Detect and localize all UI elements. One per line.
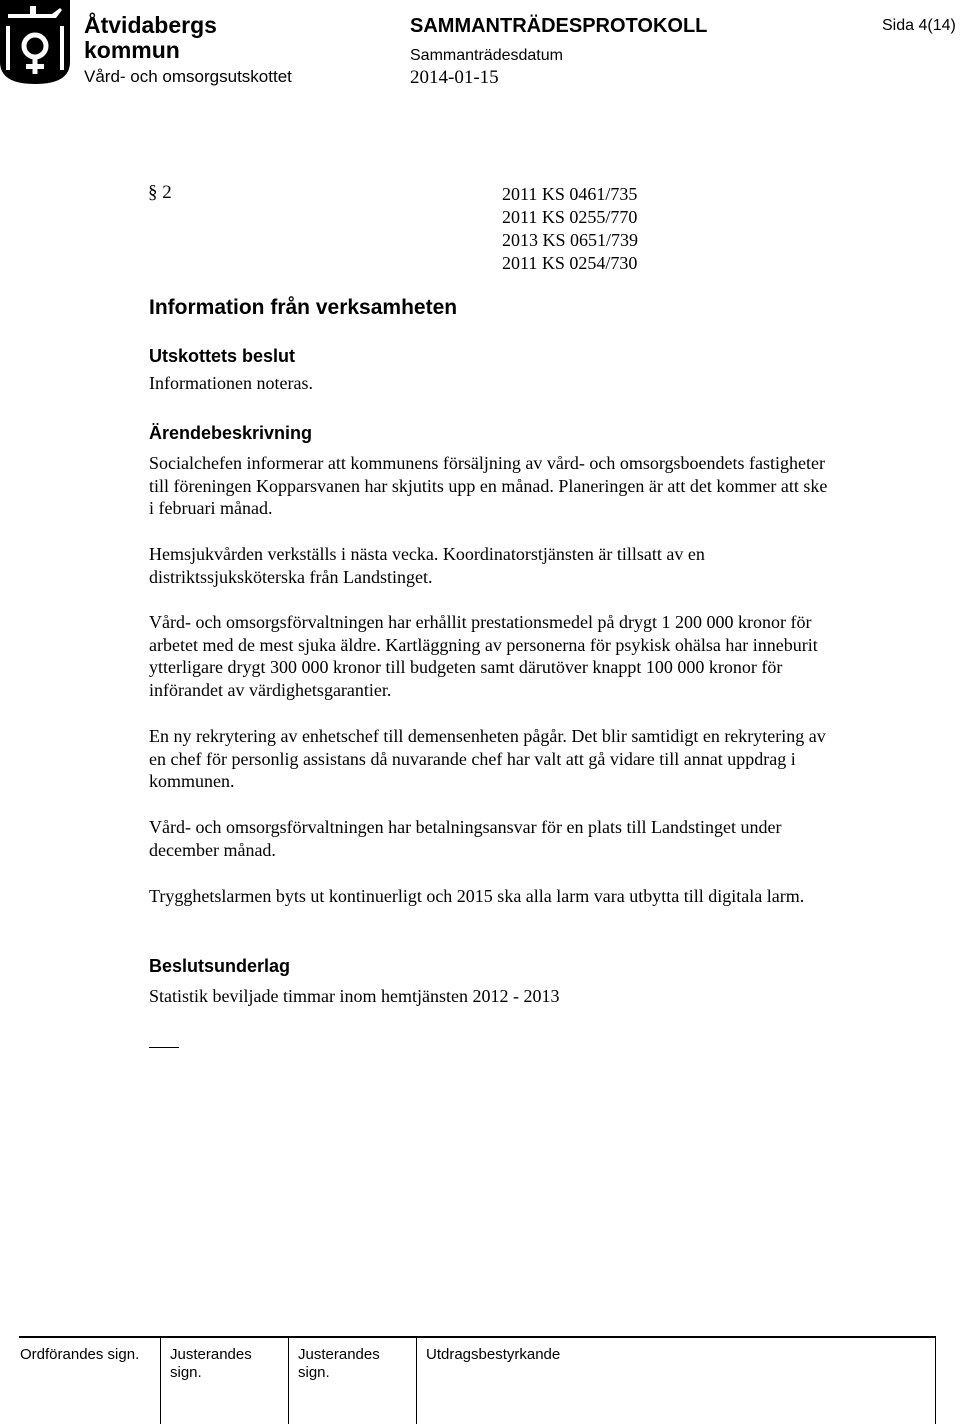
org-unit: Vård- och omsorgsutskottet	[84, 67, 292, 86]
adjuster-signature-field: Justerandes	[298, 1346, 380, 1363]
basis-heading: Beslutsunderlag	[149, 956, 291, 976]
org-name: Åtvidabergs	[84, 12, 217, 38]
case-reference: 2013 KS 0651/739	[502, 230, 639, 250]
case-reference: 2011 KS 0461/735	[502, 184, 638, 204]
decision-heading: Utskottets beslut	[149, 346, 296, 366]
footer-divider	[935, 1336, 936, 1424]
paragraph-number: § 2	[148, 182, 172, 203]
description-paragraph: Socialchefen informerar att kommunens försäljning av vård- och omsorgsboendets fastigheter till föreningen Kopparsvanen har skjutits upp en månad. Planeringen är att det kommer att ske i februari månad.	[149, 453, 828, 519]
case-reference: 2011 KS 0255/770	[502, 207, 638, 227]
description-heading: Ärendebeskrivning	[149, 423, 313, 443]
footer-rule	[19, 1336, 935, 1338]
description-paragraph: Hemsjukvården verkställs i nästa vecka. Koordinatorstjänsten är tillsatt av en distriktssjuksköterska från Landstinget.	[149, 544, 705, 587]
decision-text: Informationen noteras.	[149, 373, 313, 393]
description-paragraph: Trygghetslarmen byts ut kontinuerligt och 2015 ska alla larm vara utbytta till digitala larm.	[149, 886, 805, 906]
coat-of-arms-icon	[0, 0, 70, 84]
org-name-suffix: kommun	[84, 37, 180, 63]
footer-divider	[160, 1336, 161, 1424]
case-references	[502, 183, 638, 275]
section-title: Information från verksamheten	[149, 296, 458, 319]
extract-certification-field: Utdragsbestyrkande	[426, 1346, 561, 1363]
description-paragraph: En ny rekrytering av enhetschef till demensenheten pågår. Det blir samtidigt en rekrytering av en chef för personlig assistans då nuvarande chef har valt att gå vidare till annat uppdrag i kommunen.	[149, 726, 826, 792]
footer-divider	[416, 1336, 417, 1424]
adjuster-signature-field: Justerandes	[170, 1346, 252, 1363]
description-paragraph: Vård- och omsorgsförvaltningen har betalningsansvar för en plats till Landstinget under december månad.	[149, 817, 782, 860]
page-indicator: Sida 4(14)	[882, 17, 956, 34]
description-paragraph: Vård- och omsorgsförvaltningen har erhållit prestationsmedel på drygt 1 200 000 kronor för arbetet med de mest sjuka äldre. Kartläggning av personerna för psykisk ohälsa har inneburit ytterligare drygt 300 000 kronor till budgeten samt därutöver knappt 100 000 kronor för införandet av värdighetsgarantier.	[149, 612, 818, 701]
section-end-rule	[149, 1047, 179, 1048]
adjuster-signature-field: sign.	[298, 1364, 330, 1381]
meeting-date: 2014-01-15	[410, 67, 499, 88]
case-reference: 2011 KS 0254/730	[502, 253, 638, 273]
document-title: SAMMANTRÄDESPROTOKOLL	[410, 15, 708, 37]
chair-signature-field: Ordförandes sign.	[20, 1346, 140, 1363]
meeting-date-label: Sammanträdesdatum	[410, 47, 563, 64]
footer-divider	[288, 1336, 289, 1424]
basis-text: Statistik beviljade timmar inom hemtjänsten 2012 - 2013	[149, 986, 560, 1006]
adjuster-signature-field: sign.	[170, 1364, 202, 1381]
